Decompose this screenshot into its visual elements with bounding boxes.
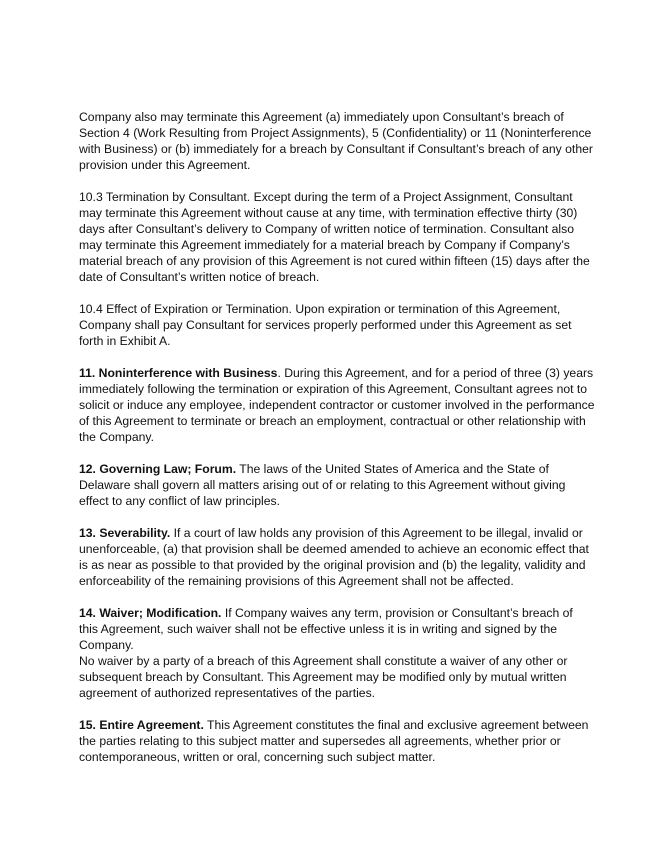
text-line: may terminate this Agreement without cause at any time, with termination effective thirty (30) [79, 206, 578, 220]
text-line: agreement of authorized representatives of the parties. [79, 686, 376, 700]
text-line: Company shall pay Consultant for services properly performed under this Agreement as set [79, 318, 572, 332]
section-12-governing-law [79, 461, 594, 509]
text-line: contemporaneous, written or oral, concerning such subject matter. [79, 750, 436, 764]
section-15-entire-agreement [79, 717, 594, 765]
text-line: immediately following the termination or expiration of this Agreement, Consultant agrees not to [79, 382, 588, 396]
section-11-noninterference [79, 365, 594, 445]
paragraph-termination-by-company-continued [79, 109, 594, 173]
text-line: effect to any conflict of law principles. [79, 494, 280, 508]
text-line: Company. [79, 638, 134, 652]
text-line: No waiver by a party of a breach of this Agreement shall constitute a waiver of any other or [79, 654, 568, 668]
text-line: 10.3 Termination by Consultant. Except during the term of a Project Assignment, Consultant [79, 190, 573, 204]
section-heading: 13. Severability. [79, 526, 171, 540]
text-line: this Agreement, such waiver shall not be effective unless it is in writing and signed by the [79, 622, 558, 636]
text-line: may terminate this Agreement immediately for a material breach by Company if Company’s [79, 238, 570, 252]
section-heading: 14. Waiver; Modification. [79, 606, 222, 620]
text-line: with Business) or (b) immediately for a breach by Consultant if Consultant’s breach of any other [79, 142, 593, 156]
section-heading: 11. Noninterference with Business [79, 366, 278, 380]
text-line [79, 605, 594, 621]
section-heading: 15. Entire Agreement. [79, 718, 204, 732]
text-line: the Company. [79, 430, 154, 444]
text-line: of this Agreement to terminate or breach an employment, contractual or other relationship with [79, 414, 586, 428]
text-line [79, 461, 594, 477]
text-line: forth in Exhibit A. [79, 334, 171, 348]
text-line: provision under this Agreement. [79, 158, 251, 172]
text-line: enforceability of the remaining provisions of this Agreement shall not be affected. [79, 574, 514, 588]
heading-line-rest: If Company waives any term, provision or Consultant’s breach of [221, 606, 573, 620]
text-line [79, 525, 594, 541]
text-line: days after Consultant’s delivery to Company of written notice of termination. Consultant also [79, 222, 574, 236]
document-body [79, 109, 594, 765]
text-line: is as near as possible to that provided by the original provision and (b) the legality, validity and [79, 558, 586, 572]
heading-line-rest: The laws of the United States of America and the State of [236, 462, 549, 476]
text-line: date of Consultant’s written notice of breach. [79, 270, 320, 284]
text-line: material breach of any provision of this Agreement is not cured within fifteen (15) days after the [79, 254, 590, 268]
paragraph-10-3-termination-by-consultant [79, 189, 594, 285]
text-line: the parties relating to this subject matter and supersedes all agreements, whether prior or [79, 734, 561, 748]
text-line: solicit or induce any employee, independent contractor or customer involved in the performance [79, 398, 595, 412]
text-line [79, 365, 594, 381]
heading-line-rest: . During this Agreement, and for a period of three (3) years [277, 366, 594, 380]
text-line: subsequent breach by Consultant. This Agreement may be modified only by mutual written [79, 670, 567, 684]
section-14-waiver-modification [79, 605, 594, 701]
section-13-severability [79, 525, 594, 589]
text-line: 10.4 Effect of Expiration or Termination. Upon expiration or termination of this Agreement, [79, 302, 561, 316]
heading-line-rest: If a court of law holds any provision of this Agreement to be illegal, invalid or [170, 526, 583, 540]
text-line: Delaware shall govern all matters arising out of or relating to this Agreement without giving [79, 478, 566, 492]
text-line [79, 717, 594, 733]
text-line: unenforceable, (a) that provision shall be deemed amended to achieve an economic effect that [79, 542, 589, 556]
heading-line-rest: This Agreement constitutes the final and exclusive agreement between [203, 718, 589, 732]
text-line: Company also may terminate this Agreement (a) immediately upon Consultant’s breach of [79, 110, 564, 124]
text-line: Section 4 (Work Resulting from Project Assignments), 5 (Confidentiality) or 11 (Noninterference [79, 126, 592, 140]
section-heading: 12. Governing Law; Forum. [79, 462, 237, 476]
paragraph-10-4-effect-of-expiration [79, 301, 594, 349]
